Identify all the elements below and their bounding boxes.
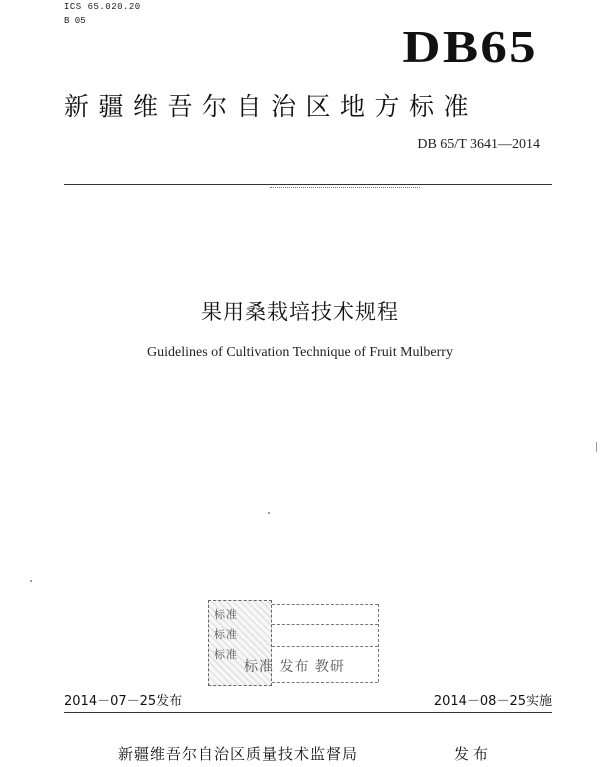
- registration-stamp: [208, 596, 382, 684]
- ccs-code: B 05: [64, 16, 86, 26]
- issue-label: 发布: [454, 745, 493, 763]
- implementation-date: 2014－08－25实施: [433, 694, 552, 709]
- standard-number: DB 65/T 3641—2014: [417, 137, 540, 152]
- top-divider: [64, 184, 552, 185]
- stamp-grid-line: [272, 624, 378, 625]
- scan-speck: [596, 442, 597, 452]
- standard-type: 新疆维吾尔自治区地方标准: [64, 92, 479, 121]
- stamp-grid-line: [378, 604, 379, 682]
- stamp-grid-line: [272, 646, 378, 647]
- document-title-english: Guidelines of Cultivation Technique of Fruit Mulberry: [147, 345, 453, 360]
- stamp-seal-text: 标准 发布 教研: [244, 659, 345, 675]
- top-divider-dots: [270, 187, 420, 188]
- scan-speck: [268, 512, 270, 514]
- ics-code: ICS 65.020.20: [64, 2, 141, 12]
- stamp-box-line: 标准: [214, 648, 238, 661]
- stamp-grid-line: [272, 682, 378, 683]
- document-title: 果用桑栽培技术规程: [201, 300, 399, 324]
- scan-speck: [30, 580, 32, 582]
- issuing-authority: 新疆维吾尔自治区质量技术监督局: [118, 745, 359, 763]
- issue-date: 2014－07－25发布: [64, 694, 183, 709]
- stamp-box-line: 标准: [214, 628, 238, 641]
- standard-logo: DB65: [402, 21, 538, 72]
- stamp-box-line: 标准: [214, 608, 238, 621]
- bottom-divider: [64, 712, 552, 713]
- stamp-grid-line: [272, 604, 378, 605]
